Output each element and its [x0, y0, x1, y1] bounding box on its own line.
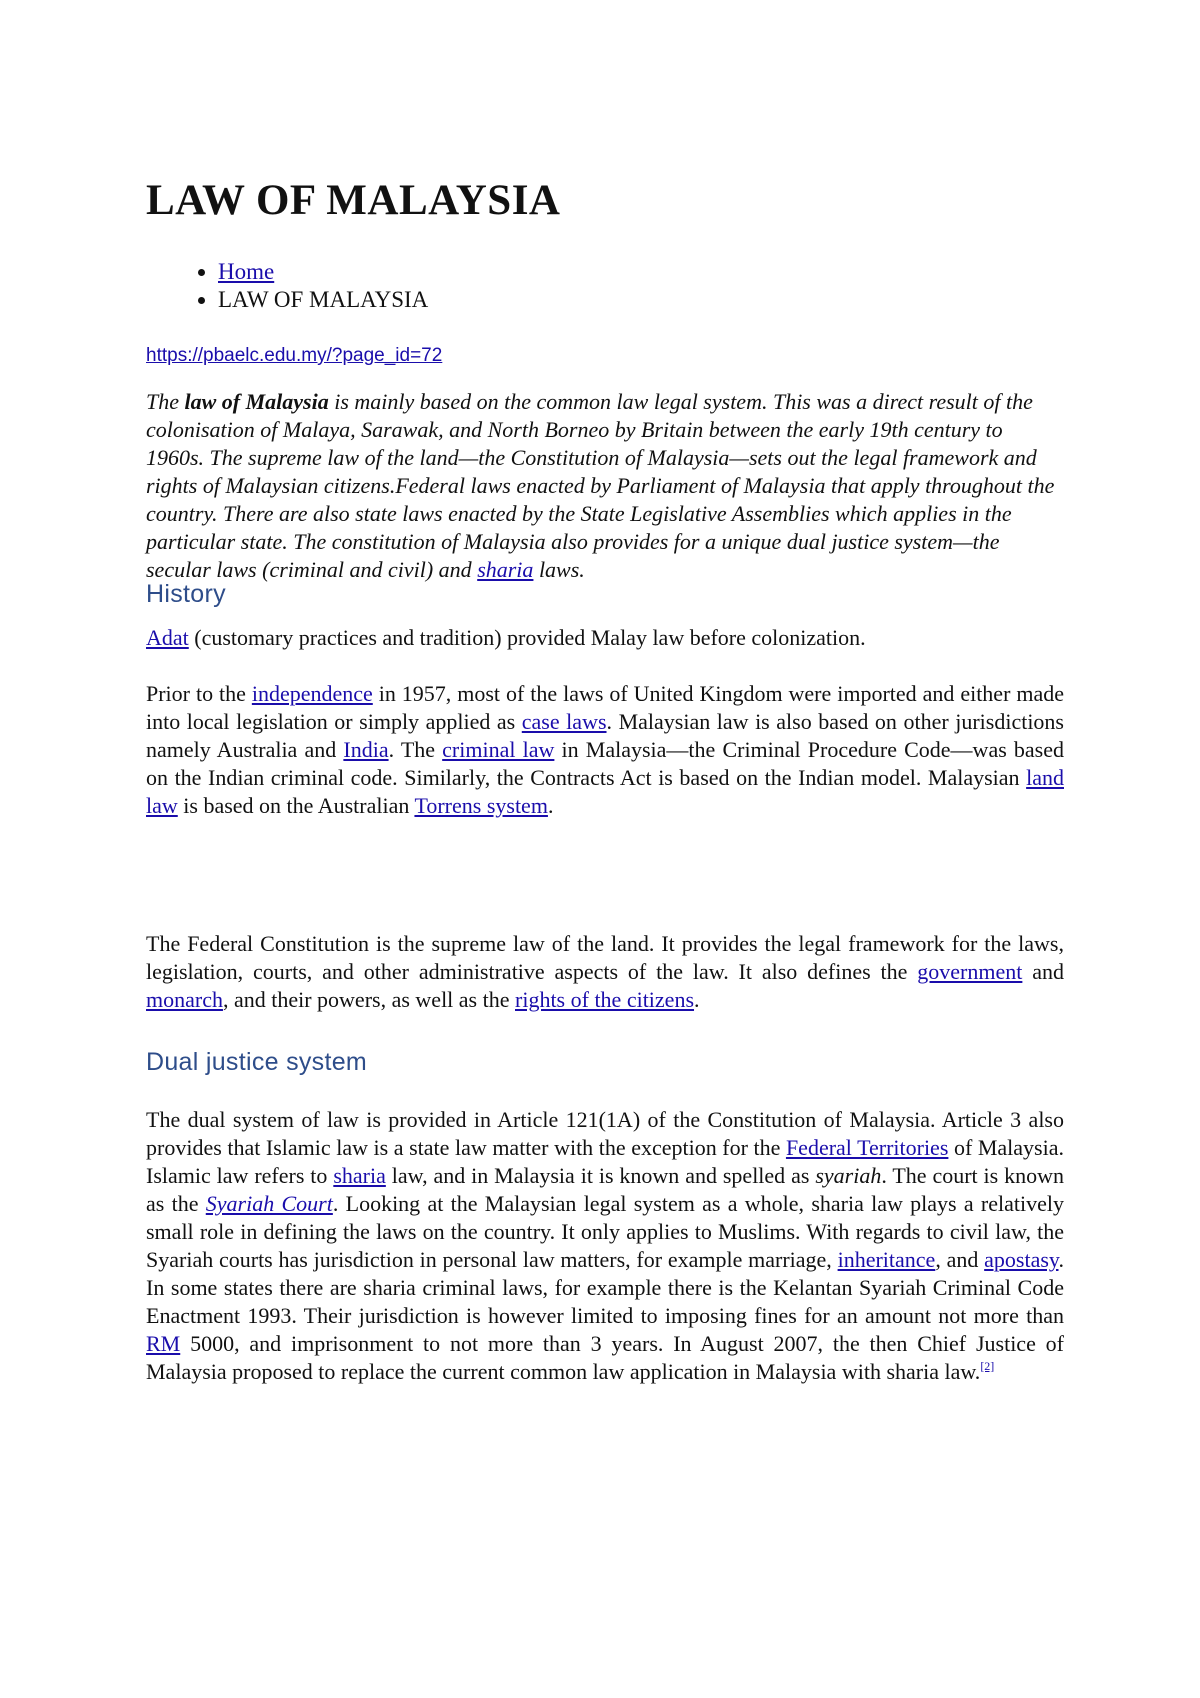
- page-title: LAW OF MALAYSIA: [146, 177, 561, 224]
- history-p3-text-1: The Federal Constitution is the supreme law of the land. It provides the legal framework for the laws, legislation, courts, and other administrative aspects of the law. It also defines the: [146, 931, 1064, 984]
- history-p2-text-2: in 1957, most of the laws of United Kingdom were imported and either made into local legislation or simply applied as: [146, 681, 1064, 734]
- history-p2-text-1: Prior to the: [146, 681, 252, 706]
- history-p2-text-6: is based on the Australian: [177, 793, 415, 818]
- link-rights-of-citizens[interactable]: rights of the citizens: [515, 987, 695, 1012]
- link-adat[interactable]: Adat: [146, 625, 189, 650]
- dual-text-1: The dual system of law is provided in Article 121(1A) of the Constitution of Malaysia. Article 3 also provides that Islamic law is a state law matter with the exception for the: [146, 1107, 1064, 1160]
- intro-bold-term: law of Malaysia: [184, 389, 329, 414]
- link-land-law[interactable]: land law: [146, 765, 1064, 818]
- heading-dual-justice-system: Dual justice system: [146, 1048, 368, 1076]
- link-criminal-law[interactable]: criminal law: [442, 737, 555, 762]
- link-syariah-court[interactable]: Syariah Court: [205, 1191, 333, 1216]
- link-apostasy[interactable]: apostasy: [984, 1247, 1059, 1272]
- heading-history: History: [146, 580, 226, 608]
- link-independence[interactable]: independence: [251, 681, 373, 706]
- reference-link[interactable]: [2]: [980, 1359, 995, 1373]
- italic-syariah: syariah: [815, 1163, 882, 1188]
- history-p2-text-4: . The: [388, 737, 443, 762]
- dual-text-8: 5000, and imprisonment to not more than 3 years. In August 2007, the then Chief Justice of Malaysia proposed to replace the current common law application in Malaysia with sharia law.: [146, 1331, 1064, 1384]
- dual-text-7: . In some states there are sharia criminal laws, for example there is the Kelantan Syariah Criminal Code Enactment 1993. Their jurisdiction is however limited to imposing fines for an amount not more than: [146, 1247, 1064, 1328]
- history-paragraph-2: [146, 680, 1064, 820]
- link-sharia-intro[interactable]: sharia: [477, 557, 534, 582]
- history-p3-text-4: .: [694, 987, 700, 1012]
- history-p2-text-7: .: [547, 793, 554, 818]
- history-p3-text-2: and: [1022, 959, 1065, 984]
- history-p3-text-3: , and their powers, as well as the: [222, 987, 515, 1012]
- link-case-laws[interactable]: case laws: [521, 709, 607, 734]
- breadcrumb-item-current: • LAW OF MALAYSIA: [218, 286, 428, 314]
- intro-text-3: laws.: [533, 557, 585, 582]
- link-monarch[interactable]: monarch: [146, 987, 223, 1012]
- intro-paragraph: [146, 388, 1064, 584]
- breadcrumb: [146, 258, 428, 314]
- link-india[interactable]: India: [343, 737, 389, 762]
- link-federal-territories[interactable]: Federal Territories: [785, 1135, 949, 1160]
- history-paragraph-3: [146, 930, 1064, 1014]
- breadcrumb-home-link[interactable]: Home: [218, 259, 275, 284]
- link-torrens-system[interactable]: Torrens system: [414, 793, 548, 818]
- dual-text-6: , and: [935, 1247, 985, 1272]
- history-p1-text-1: (customary practices and tradition) provided Malay law before colonization.: [188, 625, 866, 650]
- intro-text-2: is mainly based on the common law legal system. This was a direct result of the colonisation of Malaya, Sarawak, and North Borneo by Britain between the early 19th century to 1960s. The supreme law of the land—the Constitution of Malaysia—sets out the legal framework and rights of Malaysian citizens.Federal laws enacted by Parliament of Malaysia that apply throughout the country. There are also state laws enacted by the State Legislative Assemblies which applies in the particular state. The constitution of Malaysia also provides for a unique dual justice system—the secular laws (criminal and civil) and: [146, 389, 1055, 582]
- link-rm[interactable]: RM: [146, 1331, 181, 1356]
- link-sharia[interactable]: sharia: [333, 1163, 386, 1188]
- dual-text-3: law, and in Malaysia it is known and spelled as: [385, 1163, 816, 1188]
- intro-text-1: The: [146, 389, 185, 414]
- source-url-link[interactable]: https://pbaelc.edu.my/?page_id=72: [146, 345, 443, 366]
- breadcrumb-item-home: [218, 258, 428, 286]
- history-p2-text-5: in Malaysia—the Criminal Procedure Code—was based on the Indian criminal code. Similarly, the Contracts Act is based on the Indian model. Malaysian: [146, 737, 1064, 790]
- history-paragraph-1: [146, 624, 1064, 652]
- link-inheritance[interactable]: inheritance: [837, 1247, 936, 1272]
- dual-justice-paragraph: [146, 1106, 1064, 1386]
- link-government[interactable]: government: [917, 959, 1023, 984]
- dual-text-2: of Malaysia. Islamic law refers to: [146, 1135, 1064, 1188]
- history-p2-text-3: . Malaysian law is also based on other jurisdictions namely Australia and: [146, 709, 1064, 762]
- dual-text-4: . The court is known as the: [146, 1163, 1065, 1216]
- dual-text-5: . Looking at the Malaysian legal system as a whole, sharia law plays a relatively small role in defining the laws on the country. It only applies to Muslims. With regards to civil law, the Syariah courts has jurisdiction in personal law matters, for example marriage,: [146, 1191, 1065, 1272]
